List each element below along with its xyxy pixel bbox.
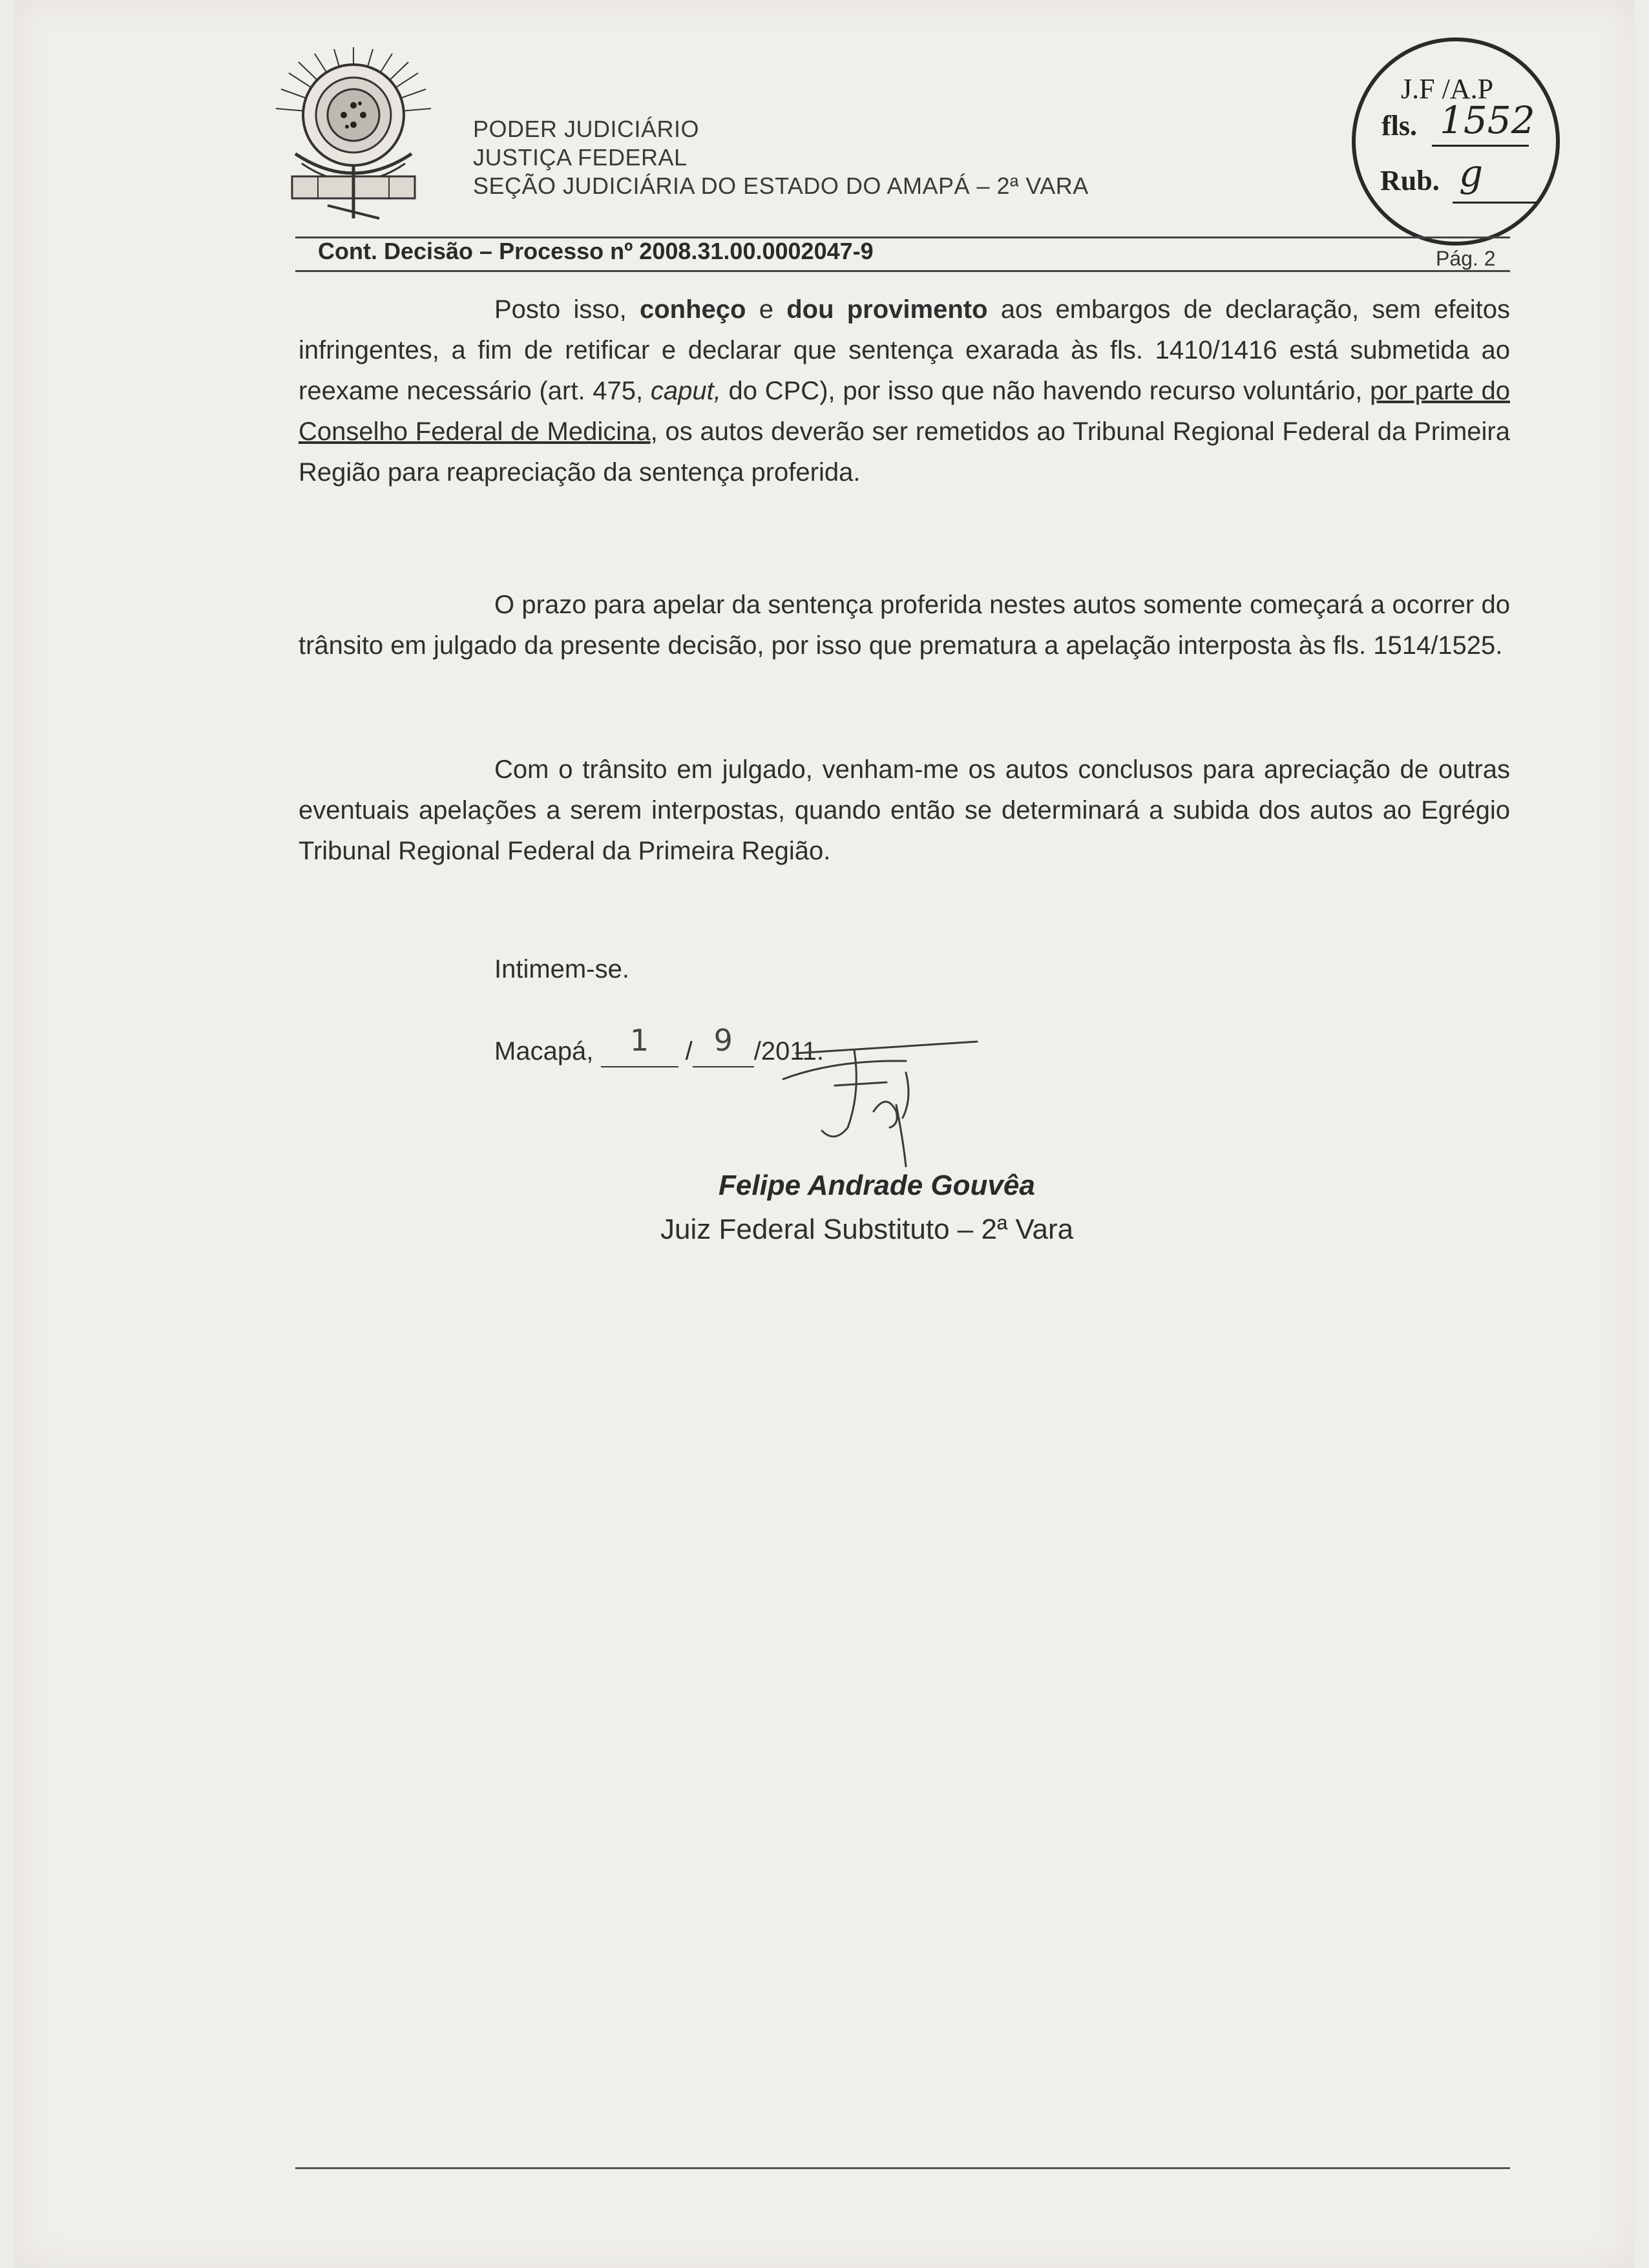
org-line-1: PODER JUDICIÁRIO [473, 116, 700, 142]
coat-of-arms-emblem [257, 44, 450, 225]
p1-italic: caput, [650, 377, 721, 405]
page-number-stamp [1352, 37, 1560, 246]
date-day-blank [601, 1023, 678, 1067]
p1-bold-1: conheço [640, 295, 746, 324]
stamp-fls-value: 1552 [1440, 98, 1535, 142]
stamp-rub-underline [1453, 202, 1537, 204]
paragraph-3 [299, 750, 1510, 872]
stamp-fls-label: fls. [1381, 110, 1417, 142]
stamp-label: J.F /A.P [1401, 73, 1494, 105]
org-line-3: SEÇÃO JUDICIÁRIA DO ESTADO DO AMAPÁ – 2ª VARA [473, 172, 1089, 199]
p3-text: Com o trânsito em julgado, venham-me os autos conclusos para apreciação de outras eventuais apelações a serem interpostas, quando então se determinará a subida dos autos ao Egrégio Tribunal Regional Federal da Primeira Região. [299, 755, 1510, 865]
date-day-handwritten: 1 [629, 1023, 649, 1058]
date-year: /2011. [753, 1037, 824, 1066]
paragraph-1 [299, 289, 1510, 493]
handwritten-signature [757, 1014, 1029, 1182]
date-city: Macapá, [494, 1037, 601, 1066]
p1-underline: por parte do Conselho Federal de Medicina [299, 377, 1510, 446]
date-month-blank [693, 1023, 754, 1067]
footer-rule [295, 2167, 1510, 2169]
court-header [473, 115, 1089, 200]
p2-text: O prazo para apelar da sentença proferida nestes autos somente começará a ocorrer do trânsito em julgado da presente decisão, por isso que prematura a apelação interposta às fls. 1514/1525. [299, 591, 1510, 660]
stamp-rub-value: g [1459, 151, 1484, 195]
p1-bold-2: dou provimento [786, 295, 988, 324]
intimem-line: Intimem-se. [494, 955, 629, 983]
paragraph-2 [299, 585, 1510, 666]
p1-text-d: aos embargos de declaração, sem efeitos infringentes, a fim de retificar e declarar que sentença exarada às fls. 1410/1416 está submetida ao reexame necessário (art. 475, [299, 295, 1510, 405]
process-number-line: Cont. Decisão – Processo nº 2008.31.00.0002047-9 [318, 238, 874, 264]
judge-title: Juiz Federal Substituto – 2ª Vara [660, 1213, 1074, 1245]
stamp-rub-label: Rub. [1380, 165, 1440, 196]
p1-text-e: do CPC), por isso que não havendo recurso voluntário, [720, 377, 1371, 405]
header-rule-lower [295, 270, 1510, 272]
stamp-fls-underline [1432, 145, 1529, 147]
p1-text-f: , os autos deverão ser remetidos ao Tribunal Regional Federal da Primeira Região para reapreciação da sentença proferida. [299, 417, 1510, 487]
page-label: Pág. 2 [1436, 247, 1496, 270]
document-page [14, 0, 1635, 2268]
date-sep: / [678, 1037, 693, 1066]
judge-name: Felipe Andrade Gouvêa [719, 1170, 1035, 1201]
org-line-2: JUSTIÇA FEDERAL [473, 143, 688, 171]
p1-text-a: Posto isso, [494, 295, 640, 324]
p1-text-c: e [746, 295, 787, 324]
date-month-handwritten: 9 [713, 1023, 733, 1058]
